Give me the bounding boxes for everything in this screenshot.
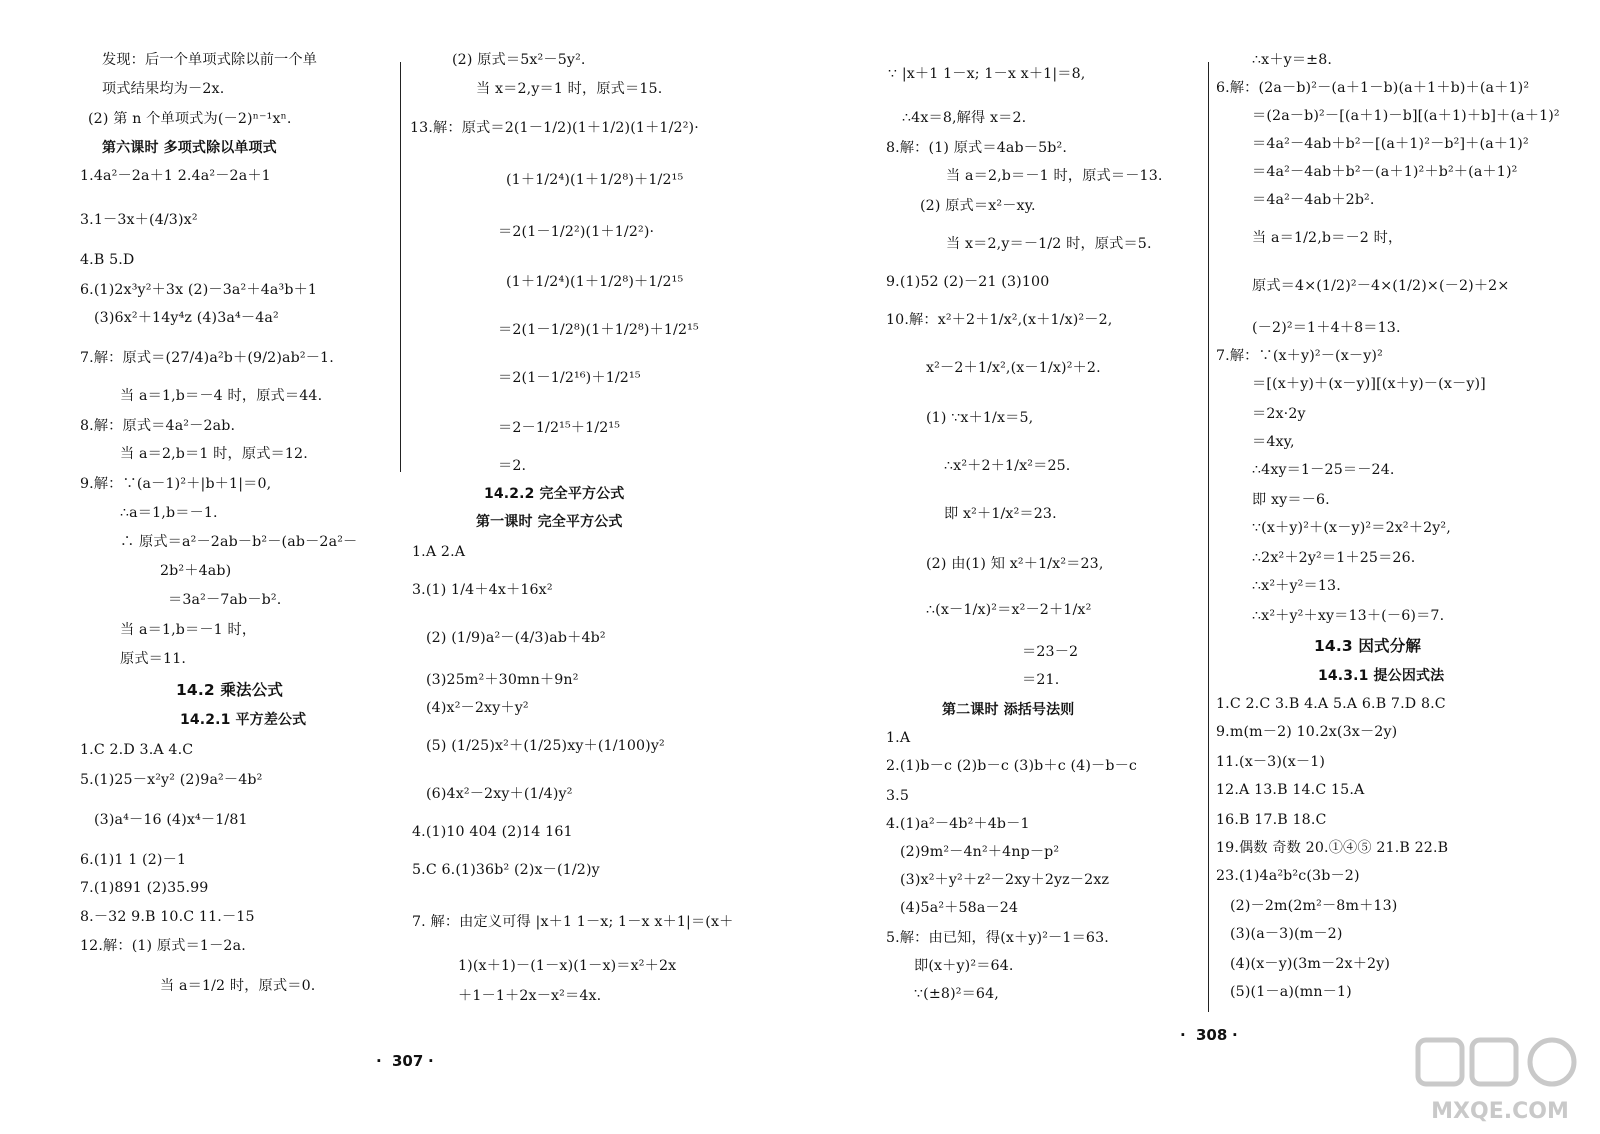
answer-line: 7.解：原式＝(27/4)a²b＋(9/2)ab²－1.: [80, 350, 334, 366]
page-307-right-column: [410, 0, 740, 1134]
answer-line: (3)x²＋y²＋z²－2xy＋2yz－2xz: [900, 872, 1110, 888]
answer-line: 发现：后一个单项式除以前一个单: [102, 52, 318, 68]
answer-line: ＝2(1－1/2⁸)(1＋1/2⁸)＋1/2¹⁵: [498, 322, 699, 338]
page-number-308: 308: [1196, 1026, 1228, 1044]
answer-line: (3)(a－3)(m－2): [1230, 926, 1343, 942]
page-number-dot: ·: [428, 1052, 434, 1070]
answer-line: (5)(1－a)(mn－1): [1230, 984, 1352, 1000]
answer-line: ＝4a²－4ab＋b²－(a＋1)²＋b²＋(a＋1)²: [1252, 164, 1518, 180]
answer-line: (－2)²＝1＋4＋8＝13.: [1252, 320, 1401, 336]
answer-line: (6)4x²－2xy＋(1/4)y²: [426, 786, 573, 802]
answer-line: (2) 第 n 个单项式为(－2)ⁿ⁻¹xⁿ.: [88, 111, 292, 127]
answer-line: 10.解：x²＋2＋1/x²,(x＋1/x)²－2,: [886, 312, 1113, 328]
answer-line: 1)(x＋1)－(1－x)(1－x)＝x²＋2x: [458, 958, 677, 974]
answer-line: 3.(1) 1/4＋4x＋16x²: [412, 582, 553, 598]
answer-line: ＝4a²－4ab＋b²－[(a＋1)²－b²]＋(a＋1)²: [1252, 136, 1529, 152]
answer-line: ∴x＋y＝±8.: [1252, 52, 1333, 68]
answer-line: 1.4a²－2a＋1 2.4a²－2a＋1: [80, 168, 271, 184]
section-heading: 14.2 乘法公式: [176, 681, 283, 699]
answer-line: ∴2x²＋2y²＝1＋25＝26.: [1252, 550, 1416, 566]
answer-line: 23.(1)4a²b²c(3b－2): [1216, 868, 1360, 884]
answer-line: (4)5a²＋58a－24: [900, 900, 1019, 916]
answer-line: 6.解：(2a－b)²－(a＋1－b)(a＋1＋b)＋(a＋1)²: [1216, 80, 1530, 96]
answer-line: (2) 原式＝x²－xy.: [920, 198, 1036, 214]
answer-line: 16.B 17.B 18.C: [1216, 812, 1327, 828]
section-heading: 第一课时 完全平方公式: [476, 514, 623, 530]
answer-line: ＝4xy,: [1252, 434, 1295, 450]
watermark-text: MXQE.COM: [1431, 1099, 1569, 1124]
section-heading: 14.2.2 完全平方公式: [484, 486, 625, 502]
answer-line: 11.(x－3)(x－1): [1216, 754, 1326, 770]
answer-line: 当 a＝2,b＝1 时，原式＝12.: [120, 446, 308, 462]
answer-line: ＝2x·2y: [1252, 406, 1306, 422]
answer-line: 8.－32 9.B 10.C 11.－15: [80, 909, 255, 925]
answer-line: 1.C 2.C 3.B 4.A 5.A 6.B 7.D 8.C: [1216, 696, 1446, 712]
answer-line: 7.(1)891 (2)35.99: [80, 880, 209, 896]
answer-line: ∵(±8)²＝64,: [914, 986, 999, 1002]
answer-line: 原式＝11.: [120, 651, 187, 667]
answer-line: ＝21.: [1022, 672, 1060, 688]
answer-line: 4.(1)a²－4b²＋4b－1: [886, 816, 1030, 832]
answer-line: 9.(1)52 (2)－21 (3)100: [886, 274, 1050, 290]
answer-line: 项式结果均为－2x.: [102, 81, 225, 97]
section-heading: 14.2.1 平方差公式: [180, 712, 307, 728]
answer-line: (3)6x²＋14y⁴z (4)3a⁴－4a²: [94, 310, 279, 326]
answer-line: (1＋1/2⁴)(1＋1/2⁸)＋1/2¹⁵: [506, 274, 684, 290]
answer-line: 9.m(m－2) 10.2x(3x－2y): [1216, 724, 1398, 740]
answer-line: (2)－2m(2m²－8m＋13): [1230, 898, 1398, 914]
answer-line: 当 a＝1,b＝－1 时，: [120, 622, 257, 638]
answer-line: ∴a＝1,b＝－1.: [120, 505, 218, 521]
page-307-left-column: [80, 0, 400, 1134]
answer-line: 2.(1)b－c (2)b－c (3)b＋c (4)－b－c: [886, 758, 1138, 774]
answer-line: ∴x²＋y²＋xy＝13＋(－6)＝7.: [1252, 608, 1445, 624]
section-heading: 14.3 因式分解: [1314, 637, 1421, 655]
answer-line: (1＋1/2⁴)(1＋1/2⁸)＋1/2¹⁵: [506, 172, 684, 188]
watermark-logo: [1412, 1034, 1588, 1126]
answer-line: 8.解：原式＝4a²－2ab.: [80, 418, 236, 434]
answer-line: 即 xy＝－6.: [1252, 492, 1330, 508]
answer-line: (4)x²－2xy＋y²: [426, 700, 529, 716]
answer-line: 当 a＝1/2,b＝－2 时，: [1252, 230, 1403, 246]
answer-line: ∴ 原式＝a²－2ab－b²－(ab－2a²－: [120, 534, 358, 550]
column-divider: [1208, 62, 1209, 1012]
page-308-left-column: [886, 0, 1206, 1134]
answer-line: 原式＝4×(1/2)²－4×(1/2)×(－2)＋2×: [1252, 278, 1510, 294]
answer-line: ＝3a²－7ab－b².: [168, 592, 282, 608]
answer-line: ∴x²＋2＋1/x²＝25.: [944, 458, 1071, 474]
answer-line: (3)a⁴－16 (4)x⁴－1/81: [94, 812, 248, 828]
answer-line: 当 a＝2,b＝－1 时，原式＝－13.: [946, 168, 1163, 184]
answer-line: (2) 由(1) 知 x²＋1/x²＝23,: [926, 556, 1104, 572]
answer-line: 当 x＝2,y＝1 时，原式＝15.: [476, 81, 663, 97]
answer-line: 当 x＝2,y＝－1/2 时，原式＝5.: [946, 236, 1152, 252]
answer-line: 1.A: [886, 730, 911, 746]
answer-line: ∴4xy＝1－25＝－24.: [1252, 462, 1395, 478]
answer-line: ＝2(1－1/2²)(1＋1/2²)·: [498, 224, 655, 240]
answer-line: 当 a＝1/2 时，原式＝0.: [160, 978, 316, 994]
answer-line: 2b²＋4ab): [160, 563, 232, 579]
answer-line: 12.解：(1) 原式＝1－2a.: [80, 938, 246, 954]
answer-line: ＝4a²－4ab＋2b².: [1252, 192, 1375, 208]
section-heading: 第二课时 添括号法则: [942, 702, 1075, 718]
answer-line: 即 x²＋1/x²＝23.: [944, 506, 1057, 522]
answer-line: (5) (1/25)x²＋(1/25)xy＋(1/100)y²: [426, 738, 665, 754]
answer-line: (1) ∵x＋1/x＝5,: [926, 410, 1034, 426]
answer-line: ∴(x－1/x)²＝x²－2＋1/x²: [926, 602, 1092, 618]
answer-line: ＝[(x＋y)＋(x－y)][(x＋y)－(x－y)]: [1252, 376, 1486, 392]
answer-line: (2) 原式＝5x²－5y².: [452, 52, 586, 68]
answer-line: ＝23－2: [1022, 644, 1079, 660]
page-number-dot: ·: [376, 1052, 382, 1070]
answer-line: 5.(1)25－x²y² (2)9a²－4b²: [80, 772, 263, 788]
page-number-dot: ·: [1232, 1026, 1238, 1044]
answer-line: ∵ |x＋1 1－x; 1－x x＋1|＝8,: [888, 66, 1086, 82]
section-heading: 第六课时 多项式除以单项式: [102, 140, 277, 156]
answer-line: 8.解：(1) 原式＝4ab－5b².: [886, 140, 1067, 156]
answer-line: ＝2(1－1/2¹⁶)＋1/2¹⁵: [498, 370, 641, 386]
answer-line: ∵(x＋y)²＋(x－y)²＝2x²＋2y²,: [1252, 520, 1451, 536]
answer-line: 1.C 2.D 3.A 4.C: [80, 742, 194, 758]
answer-line: 4.(1)10 404 (2)14 161: [412, 824, 573, 840]
answer-line: 当 a＝1,b＝－4 时，原式＝44.: [120, 388, 323, 404]
answer-line: 19.偶数 奇数 20.①④⑤ 21.B 22.B: [1216, 840, 1449, 856]
answer-line: ∴4x＝8,解得 x＝2.: [902, 110, 1027, 126]
answer-line: ＝2－1/2¹⁵＋1/2¹⁵: [498, 420, 621, 436]
section-heading: 14.3.1 提公因式法: [1318, 668, 1445, 684]
answer-line: (2) (1/9)a²－(4/3)ab＋4b²: [426, 630, 606, 646]
answer-line: (4)(x－y)(3m－2x＋2y): [1230, 956, 1391, 972]
answer-line: ＝2.: [498, 458, 527, 474]
answer-line: 5.C 6.(1)36b² (2)x－(1/2)y: [412, 862, 600, 878]
answer-line: 4.B 5.D: [80, 252, 135, 268]
page-number-dot: ·: [1180, 1026, 1186, 1044]
answer-line: 1.A 2.A: [412, 544, 466, 560]
answer-line: 9.解：∵(a－1)²＋|b＋1|＝0,: [80, 476, 272, 492]
answer-line: 即(x＋y)²＝64.: [914, 958, 1014, 974]
column-divider: [400, 62, 401, 472]
answer-line: (2)9m²－4n²＋4np－p²: [900, 844, 1060, 860]
answer-line: 5.解：由已知，得(x＋y)²－1＝63.: [886, 930, 1109, 946]
answer-line: x²－2＋1/x²,(x－1/x)²＋2.: [926, 360, 1101, 376]
answer-line: 6.(1)2x³y²＋3x (2)－3a²＋4a³b＋1: [80, 282, 318, 298]
answer-line: ＝(2a－b)²－[(a＋1)－b][(a＋1)＋b]＋(a＋1)²: [1252, 108, 1560, 124]
answer-line: (3)25m²＋30mn＋9n²: [426, 672, 579, 688]
answer-line: ∴x²＋y²＝13.: [1252, 578, 1341, 594]
page-number-307: 307: [392, 1052, 424, 1070]
answer-line: ＋1－1＋2x－x²＝4x.: [458, 988, 602, 1004]
answer-line: 7. 解：由定义可得 |x＋1 1－x; 1－x x＋1|＝(x＋: [412, 914, 734, 930]
answer-line: 6.(1)1 1 (2)－1: [80, 852, 187, 868]
answer-line: 13.解：原式＝2(1－1/2)(1＋1/2)(1＋1/2²)·: [410, 120, 699, 136]
answer-line: 3.1－3x＋(4/3)x²: [80, 212, 198, 228]
page-308-right-column: [1210, 0, 1560, 1134]
answer-line: 12.A 13.B 14.C 15.A: [1216, 782, 1365, 798]
answer-line: 7.解：∵(x＋y)²－(x－y)²: [1216, 348, 1383, 364]
answer-line: 3.5: [886, 788, 910, 804]
